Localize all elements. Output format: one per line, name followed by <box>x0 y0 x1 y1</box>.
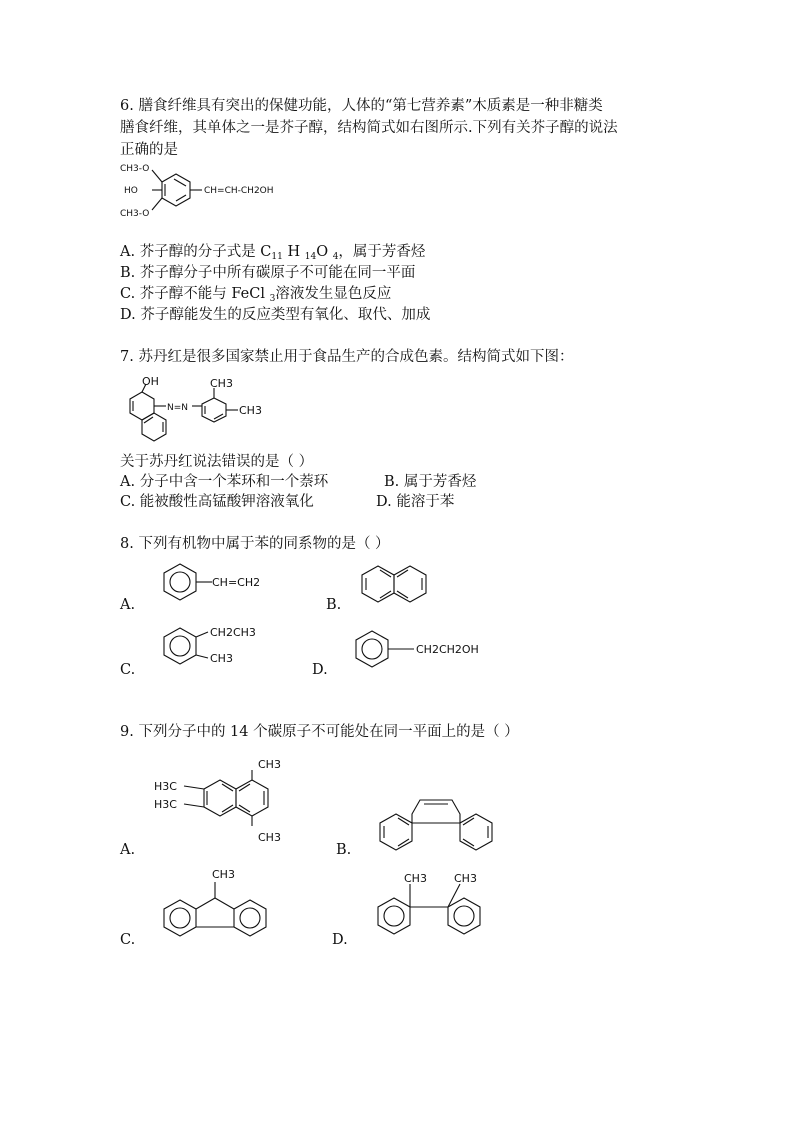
q8-label-c: C. <box>120 662 136 678</box>
q9-label-c: C. <box>120 932 136 948</box>
q8-phenylethanol-structure <box>344 625 504 673</box>
q9-a-ch3-top-label: CH3 <box>258 758 281 771</box>
q9-stem: 9. 下列分子中的 14 个碳原子不可能处在同一平面上的是（ ） <box>120 724 519 740</box>
q7-sudan-red-structure <box>120 376 280 442</box>
q8-ethyltoluene-structure <box>150 620 280 672</box>
q6-option-b: B. 芥子醇分子中所有碳原子不可能在同一平面 <box>120 265 416 281</box>
q6-sinapyl-alcohol-structure <box>118 160 318 236</box>
q7-option-d: D. 能溶于苯 <box>376 494 455 510</box>
q9-d-ch3-right-label: CH3 <box>454 872 477 885</box>
q6-och3-bottom-label: CH3-O <box>120 209 150 219</box>
q6-ho-label: HO <box>124 186 138 196</box>
q8-label-a: A. <box>120 597 136 613</box>
q9-a-ch3-bottom-label: CH3 <box>258 831 281 844</box>
q8-label-b: B. <box>326 597 342 613</box>
q8-c-group2-label: CH3 <box>210 652 233 665</box>
q7-question: 关于苏丹红说法错误的是（ ） <box>120 454 314 470</box>
q7-oh-label: OH <box>142 375 159 388</box>
q9-d-ch3-left-label: CH3 <box>404 872 427 885</box>
q7-option-c: C. 能被酸性高锰酸钾溶液氧化 <box>120 494 314 510</box>
q8-naphthalene-structure <box>360 560 432 610</box>
q7-ch3-right-label: CH3 <box>239 404 262 417</box>
q6-option-c: C. 芥子醇不能与 FeCl $_3$溶液发生显色反应 <box>120 286 392 304</box>
q9-label-b: B. <box>336 842 352 858</box>
q9-c-ch3-label: CH3 <box>212 868 235 881</box>
q9-phenanthrene-structure <box>372 790 502 852</box>
q8-d-group-label: CH2CH2OH <box>416 643 479 656</box>
q7-option-a: A. 分子中含一个苯环和一个萘环 <box>120 474 329 490</box>
q7-option-b: B. 属于芳香烃 <box>384 474 477 490</box>
q6-stem-line3: 正确的是 <box>120 142 178 158</box>
q8-c-group1-label: CH2CH3 <box>210 626 256 639</box>
q7-azo-label: N=N <box>167 403 189 413</box>
q8-a-group-label: CH=CH2 <box>212 576 261 589</box>
q7-ch3-top-label: CH3 <box>210 377 233 390</box>
q9-dimethylbiphenyl-structure <box>364 868 504 942</box>
q9-a-h3c-label-1: H3C <box>154 780 177 793</box>
q6-option-d: D. 芥子醇能发生的反应类型有氧化、取代、加成 <box>120 307 431 323</box>
q9-tetramethylnaphthalene-structure <box>150 752 310 850</box>
q9-methylfluorene-structure <box>150 862 290 942</box>
q6-stem-line2: 膳食纤维，其单体之一是芥子醇，结构简式如右图所示.下列有关芥子醇的说法 <box>120 120 618 136</box>
q8-stem: 8. 下列有机物中属于苯的同系物的是（ ） <box>120 536 390 552</box>
q9-label-a: A. <box>120 842 136 858</box>
q6-option-a: A. 芥子醇的分子式是 $C_{11}$ H $_{14}$O $_4$，属于芳香烃 <box>120 244 426 262</box>
q8-styrene-structure <box>150 558 310 608</box>
q8-label-d: D. <box>312 662 328 678</box>
q9-a-h3c-label-2: H3C <box>154 798 177 811</box>
q6-stem-line1: 6. 膳食纤维具有突出的保健功能，人体的“第七营养素”木质素是一种非糖类 <box>120 98 603 114</box>
q7-stem: 7. 苏丹红是很多国家禁止用于食品生产的合成色素。结构简式如下图： <box>120 349 574 365</box>
q9-label-d: D. <box>332 932 348 948</box>
q6-chain-label: CH=CH-CH2OH <box>204 186 274 196</box>
q6-och3-top-label: CH3-O <box>120 164 150 174</box>
